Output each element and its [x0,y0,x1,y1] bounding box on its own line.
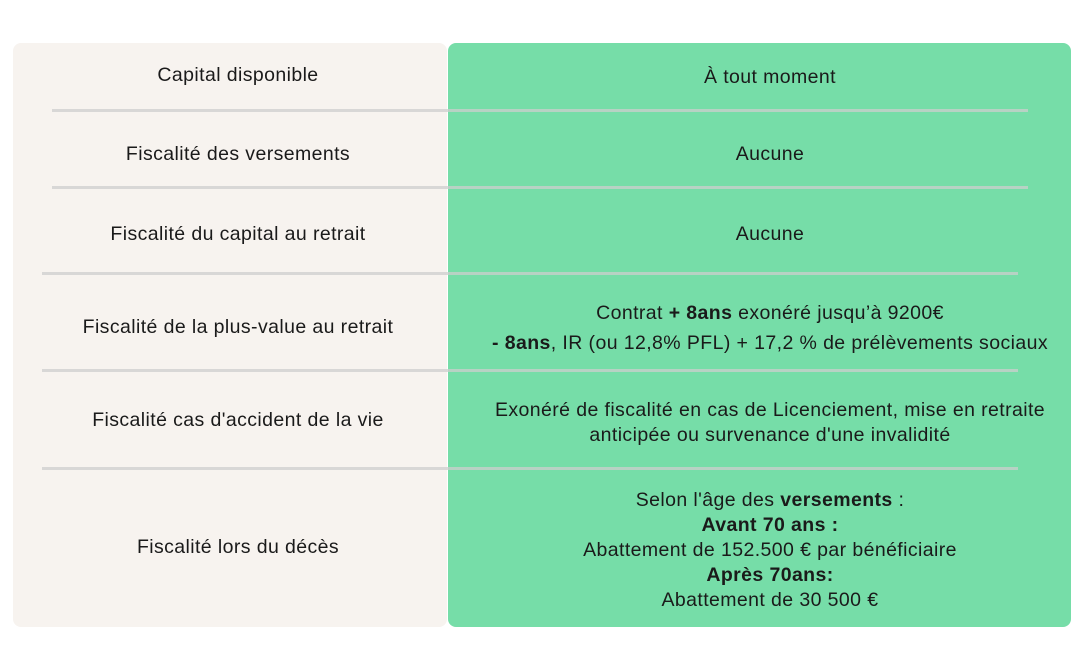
deces-line-5: Abattement de 30 500 € [661,589,879,611]
row-label-capital-disponible: Capital disponible [157,63,319,86]
row-value-fiscalite-versements: Aucune [735,142,805,165]
row-value-fiscalite-plus-value [470,298,1070,358]
row-label-fiscalite-capital-retrait: Fiscalité du capital au retrait [110,222,366,245]
row-label-fiscalite-deces: Fiscalité lors du décès [136,535,340,558]
row-label-fiscalite-versements: Fiscalité des versements [125,142,351,165]
row-value-fiscalite-capital-retrait: Aucune [735,222,805,245]
deces-avant-70-heading: Avant 70 ans : [701,514,839,536]
plus-value-line-1: Contrat + 8ans exonéré jusqu’à 9200€ [596,301,944,324]
plus-value-line-2: - 8ans, IR (ou 12,8% PFL) + 17,2 % de prélèvements sociaux [492,331,1048,354]
row-divider [52,186,1028,189]
row-label-fiscalite-accident-vie: Fiscalité cas d'accident de la vie [92,408,384,431]
row-divider [42,272,1018,275]
row-value-capital-disponible: À tout moment [703,65,836,88]
row-divider [52,109,1028,112]
row-divider [42,467,1018,470]
row-value-fiscalite-accident-vie: Exonéré de fiscalité en cas de Licenciement, mise en retraite anticipée ou survenance d'une invalidité [494,399,1046,446]
deces-line-3: Abattement de 152.500 € par bénéficiaire [583,539,957,561]
row-value-fiscalite-deces [470,487,1070,614]
deces-line-1: Selon l'âge des versements : [635,489,905,511]
row-label-fiscalite-plus-value: Fiscalité de la plus-value au retrait [82,315,394,338]
row-divider [42,369,1018,372]
deces-apres-70-heading: Après 70ans: [706,564,834,586]
